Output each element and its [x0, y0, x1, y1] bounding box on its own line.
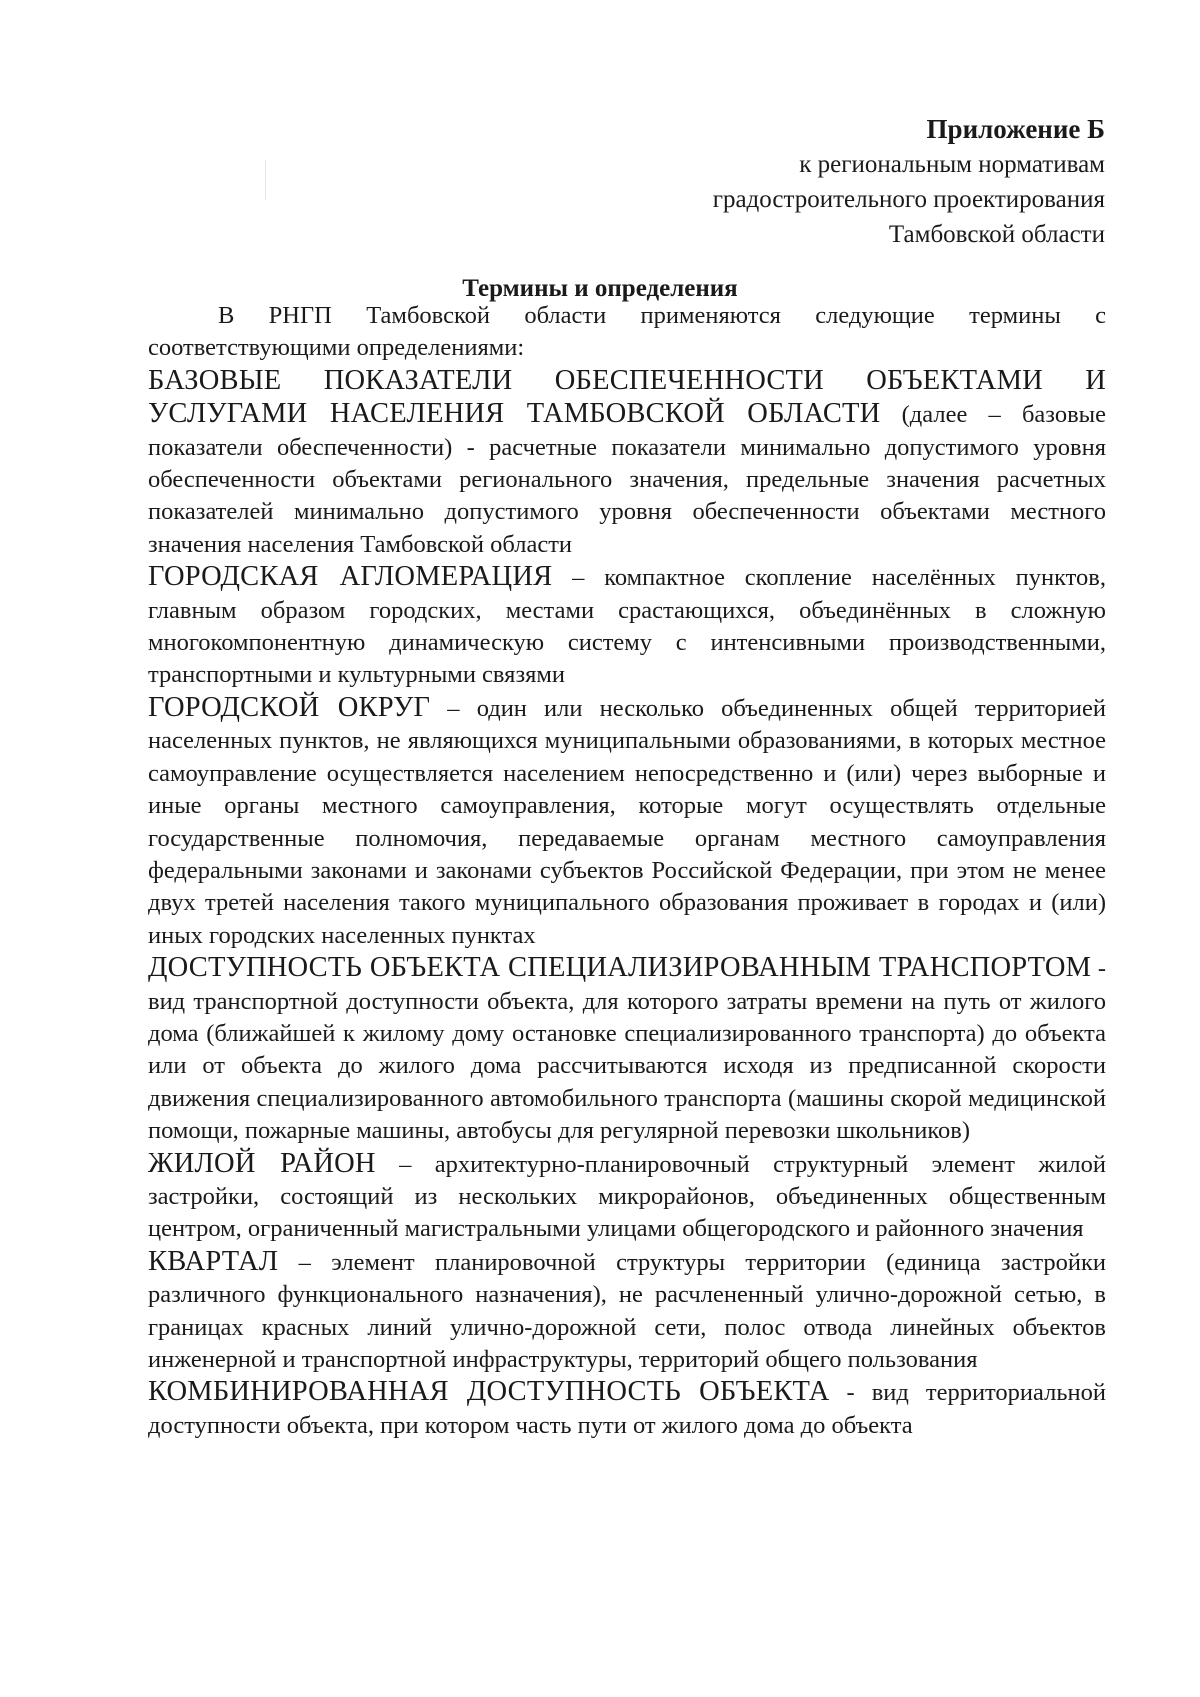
- appendix-subtitle-line: Тамбовской области: [888, 221, 1105, 248]
- term-definition: - вид транспортной доступности объекта, для которого затраты времени на путь от жилого дома (ближайшей к жилому дому остановке специализированного транспорта) до объекта или от объекта до жилого дома рассчитываются исходя из предписанной скорости движения специализированного автомобильного транспорта (машины скорой медицинской помощи, пожарные машины, автобусы для регулярной перевозки школьников): [148, 955, 1106, 1145]
- term-entry: [148, 561, 1106, 692]
- term-name: БАЗОВЫЕ ПОКАЗАТЕЛИ ОБЕСПЕЧЕННОСТИ ОБЪЕКТАМИ И УСЛУГАМИ НАСЕЛЕНИЯ ТАМБОВСКОЙ ОБЛАСТИ: [148, 364, 1106, 430]
- term-name: КВАРТАЛ: [148, 1245, 279, 1277]
- term-entry: [148, 1246, 1106, 1377]
- term-definition: (далее – базовые показатели обеспеченности) - расчетные показатели минимально допустимого уровня обеспеченности объектами регионального значения, предельные значения расчетных показателей минимально допустимого уровня обеспеченности объектами местного значения населения Тамбовской области: [148, 401, 1106, 558]
- term-entry: [148, 952, 1106, 1147]
- term-definition: – один или несколько объединенных общей территорией населенных пунктов, не являющихся муниципальными образованиями, в которых местное самоуправление осуществляется населением непосредственно и (или) через выборные и иные органы местного самоуправления, которые могут осуществлять отдельные государственные полномочия, передаваемые органам местного самоуправления федеральными законами и законами субъектов Российской Федерации, при этом не менее двух третей населения такого муниципального образования проживает в городах и (или) иных городских населенных пунктах: [148, 694, 1106, 949]
- term-definition: - вид территориальной доступности объекта, при котором часть пути от жилого дома до объекта: [148, 1379, 1107, 1439]
- appendix-subtitle-line: к региональным нормативам: [799, 151, 1105, 178]
- term-entry: [148, 1376, 1106, 1442]
- appendix-header: [713, 112, 1105, 252]
- term-name: ДОСТУПНОСТЬ ОБЪЕКТА СПЕЦИАЛИЗИРОВАННЫМ ТРАНСПОРТОМ: [148, 952, 1092, 984]
- document-body: [148, 300, 1106, 1442]
- term-entry: [148, 692, 1106, 952]
- term-definition: – компактное скопление населённых пунктов, главным образом городских, местами срастающихся, объединённых в сложную многокомпонентную динамическую систему с интенсивными производственными, транспортными и культурными связями: [148, 564, 1106, 689]
- scan-artifact: [265, 160, 266, 200]
- appendix-title: Приложение Б: [926, 114, 1105, 144]
- term-entry: [148, 365, 1106, 561]
- term-name: ГОРОДСКАЯ АГЛОМЕРАЦИЯ: [148, 561, 553, 593]
- term-name: КОМБИНИРОВАННАЯ ДОСТУПНОСТЬ ОБЪЕКТА: [148, 1376, 830, 1408]
- term-name: ГОРОДСКОЙ ОКРУГ: [148, 691, 431, 723]
- intro-paragraph: В РНГП Тамбовской области применяются следующие термины с соответствующими определениями:: [148, 302, 1106, 362]
- section-heading: Термины и определения: [462, 275, 738, 302]
- term-definition: – архитектурно-планировочный структурный элемент жилой застройки, состоящий из нескольких микрорайонов, объединенных общественным центром, ограниченный магистральными улицами общегородского и районного значения: [148, 1150, 1106, 1243]
- term-definition: – элемент планировочной структуры территории (единица застройки различного функционального назначения), не расчлененный улично-дорожной сетью, в границах красных линий улично-дорожной сети, полос отвода линейных объектов инженерной и транспортной инфраструктуры, территорий общего пользования: [148, 1248, 1106, 1373]
- term-entry: [148, 1148, 1106, 1246]
- appendix-subtitle-line: градостроительного проектирования: [712, 186, 1105, 213]
- term-name: ЖИЛОЙ РАЙОН: [148, 1147, 376, 1179]
